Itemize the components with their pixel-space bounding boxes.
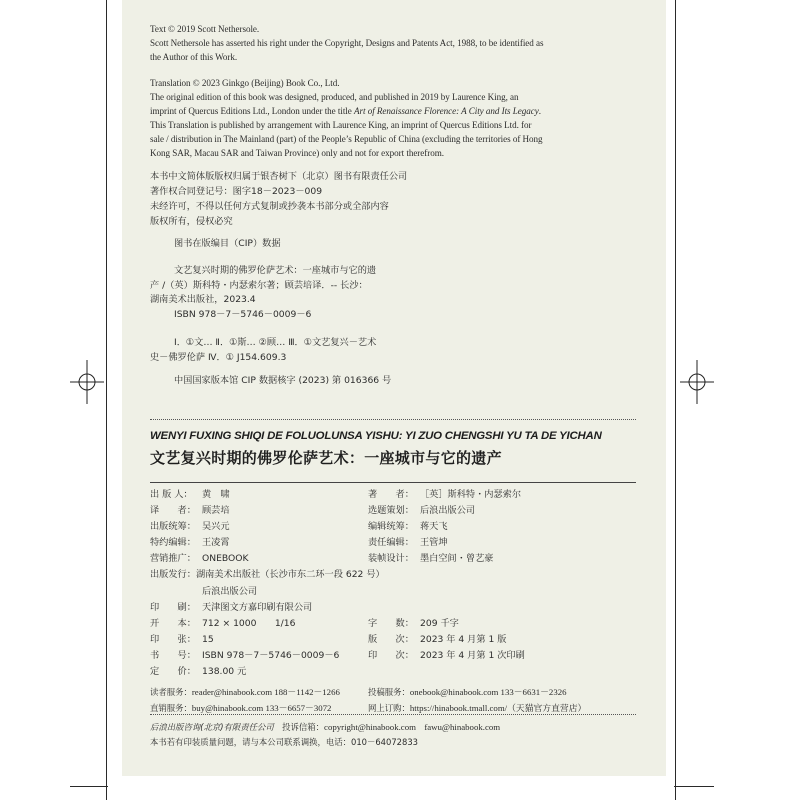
translation-block <box>150 76 630 160</box>
credit-value: 黄 啸 <box>202 489 230 500</box>
credit-value: 王管坤 <box>420 537 448 549</box>
credit-label: 开 本： <box>150 617 196 629</box>
credit-label: 出版发行： <box>150 569 196 581</box>
credit-spacer <box>368 600 638 616</box>
credit-value: ［英］斯科特・内瑟索尔 <box>420 489 522 500</box>
credit-row <box>150 648 370 664</box>
credit-row <box>150 616 370 632</box>
credit-row <box>150 487 370 503</box>
cip-line: 湖南美术出版社，2023.4 <box>150 294 256 305</box>
credit-row <box>150 567 385 583</box>
title-rule <box>150 482 636 483</box>
submission-service-value: onebook@hinabook.com 133－6631－2326 <box>409 687 567 697</box>
arrangement-line: sale / distribution in The Mainland (part) of the People’s Republic of China (excluding the territories of Hong <box>150 134 543 144</box>
credit-label: 定 价： <box>150 666 196 678</box>
credit-row <box>368 632 638 648</box>
cip-line: 文艺复兴时期的佛罗伦萨艺术：一座城市与它的遗 <box>174 265 377 276</box>
rights-line: 版权所有，侵权必究 <box>150 216 233 227</box>
credit-label: 译 者： <box>150 505 196 517</box>
credit-label: 印 张： <box>150 633 196 645</box>
credit-value: 顾芸培 <box>202 505 230 517</box>
credit-value: 712 × 1000 1/16 <box>202 617 296 629</box>
credit-value: 209 千字 <box>420 617 459 629</box>
credit-row <box>368 487 638 503</box>
credit-value: 天津图文方嘉印刷有限公司 <box>202 601 313 613</box>
credit-value: 2023 年 4 月第 1 次印刷 <box>420 649 525 661</box>
quality-notice: 本书若有印装质量问题，请与本公司联系调换，电话：010－64072833 <box>150 736 418 747</box>
credit-label: 出 版 人： <box>150 489 193 500</box>
copyright-text-block <box>150 22 630 64</box>
author-rights-line: the Author of this Work. <box>150 52 238 62</box>
credit-row <box>150 535 370 551</box>
credit-row <box>368 551 638 567</box>
direct-service-value: buy@hinabook.com 133－6657－3072 <box>191 703 332 713</box>
complaint-email: fawu@hinabook.com <box>424 722 501 732</box>
credit-row <box>150 519 370 535</box>
credit-row <box>150 600 370 616</box>
credit-row <box>368 519 638 535</box>
credit-label: 营销推广： <box>150 553 196 565</box>
complaint-email: copyright@hinabook.com <box>324 722 416 732</box>
credit-label: 编辑统筹： <box>368 521 414 533</box>
credit-value: ISBN 978－7－5746－0009－6 <box>202 649 340 661</box>
credit-value: 吴兴元 <box>202 521 230 533</box>
cip-isbn: ISBN 978－7－5746－0009－6 <box>174 308 312 320</box>
copyright-page <box>122 0 666 776</box>
credit-row <box>150 664 370 680</box>
credit-spacer <box>368 584 638 600</box>
direct-service-label: 直销服务： <box>150 703 192 713</box>
original-edition-text: imprint of Quercus Editions Ltd., London under the title <box>150 106 354 116</box>
credits-right-column <box>368 487 638 664</box>
complaint-label: 投诉信箱： <box>282 722 325 732</box>
text-copyright: Text © 2019 Scott Nethersole. <box>150 24 260 34</box>
credit-value: 王凌霄 <box>202 537 230 549</box>
original-title: Art of Renaissance Florence: A City and Its Legacy <box>354 106 539 116</box>
arrangement-line: This Translation is published by arrangement with Laurence King, an imprint of Quercus Editions Ltd. for <box>150 120 532 130</box>
dotted-divider <box>150 419 636 420</box>
original-edition-line: The original edition of this book was designed, produced, and published in 2019 by Laurence King, an <box>150 92 519 102</box>
registration-mark-icon <box>680 360 714 404</box>
online-order-label: 网上订购： <box>368 703 410 713</box>
consult-company: 后浪出版咨询(北京)有限责任公司 <box>150 722 274 732</box>
crop-line-right <box>675 0 676 800</box>
credit-label: 书 号： <box>150 649 196 661</box>
chinese-title: 文艺复兴时期的佛罗伦萨艺术：一座城市与它的遗产 <box>150 449 502 467</box>
credit-value: 2023 年 4 月第 1 版 <box>420 633 507 645</box>
cip-number: 中国国家版本馆 CIP 数据核字 (2023) 第 016366 号 <box>174 375 392 386</box>
cip-line: 产 /（英）斯科特・内瑟索尔著；顾芸培译．-- 长沙： <box>150 279 368 291</box>
submission-service <box>368 684 586 700</box>
credit-value: 15 <box>202 633 214 645</box>
rights-line: 未经许可，不得以任何方式复制或抄袭本书部分或全部内容 <box>150 201 389 212</box>
contact-left <box>150 684 340 716</box>
cip-line: Ⅰ．①文… Ⅱ．①斯… ②顾… Ⅲ．①文艺复兴－艺术 <box>174 337 377 348</box>
credit-value: 138.00 元 <box>202 666 247 678</box>
credit-label: 出版统筹： <box>150 521 196 533</box>
credit-row <box>150 584 370 600</box>
contact-right <box>368 684 586 716</box>
credit-value: 墨白空间・曾艺豪 <box>420 553 494 565</box>
credit-label: 特约编辑： <box>150 537 196 549</box>
cip-line: 史－佛罗伦萨 Ⅳ．① J154.609.3 <box>150 351 287 363</box>
cip-data-block <box>150 264 630 389</box>
credit-row <box>150 551 370 567</box>
credit-label: 选题策划： <box>368 505 414 517</box>
credit-value: 后浪出版公司 <box>420 505 476 517</box>
credit-value: ONEBOOK <box>202 553 249 565</box>
footer-block <box>150 720 640 749</box>
crop-line-bottom-left <box>70 786 108 787</box>
credit-label <box>150 584 202 600</box>
cip-title: 图书在版编目（CIP）数据 <box>174 238 281 249</box>
credit-row <box>368 616 638 632</box>
reader-service <box>150 684 340 700</box>
credit-spacer <box>368 567 638 583</box>
credit-value: 后浪出版公司 <box>202 585 258 597</box>
credit-value: 湖南美术出版社（长沙市东二环一段 622 号） <box>195 569 385 581</box>
original-edition-text: . <box>538 106 541 116</box>
credit-row <box>368 648 638 664</box>
pinyin-title: WENYI FUXING SHIQI DE FOLUOLUNSA YISHU: YI ZUO CHENGSHI YU TA DE YICHAN <box>150 430 602 442</box>
credit-label: 著 者： <box>368 489 414 500</box>
arrangement-line: Kong SAR, Macau SAR and Taiwan Province) only and not for export therefrom. <box>150 148 444 158</box>
credit-label: 印 次： <box>368 649 414 661</box>
submission-service-label: 投稿服务： <box>368 687 410 697</box>
online-order-value: https://hinabook.tmall.com/（天猫官方直营店） <box>409 703 587 713</box>
credit-label: 版 次： <box>368 633 414 645</box>
credit-label: 责任编辑： <box>368 537 414 549</box>
registration-mark-icon <box>70 360 104 404</box>
translation-copyright: Translation © 2023 Ginkgo (Beijing) Book Co., Ltd. <box>150 78 340 88</box>
credit-row <box>150 632 370 648</box>
author-rights-line: Scott Nethersole has asserted his right under the Copyright, Designs and Patents Act, 1988, to be identified as <box>150 38 544 48</box>
credit-value: 蒋天飞 <box>420 521 448 533</box>
original-edition-line <box>150 104 630 118</box>
crop-line-bottom-right <box>674 786 714 787</box>
rights-line: 本书中文简体版版权归属于银杏树下（北京）图书有限责任公司 <box>150 171 408 182</box>
dotted-divider <box>150 714 636 715</box>
crop-line-left <box>106 0 107 800</box>
credit-row <box>150 503 370 519</box>
credit-label: 装帧设计： <box>368 553 414 565</box>
reader-service-value: reader@hinabook.com 188－1142－1266 <box>191 687 340 697</box>
credit-row <box>368 503 638 519</box>
footer-consult-line <box>150 720 640 735</box>
credit-label: 印 刷： <box>150 601 196 613</box>
credits-left-column <box>150 487 385 680</box>
rights-cn-block <box>150 169 630 229</box>
credit-row <box>368 535 638 551</box>
credit-label: 字 数： <box>368 617 414 629</box>
contract-number: 著作权合同登记号：图字18－2023－009 <box>150 186 323 197</box>
reader-service-label: 读者服务： <box>150 687 192 697</box>
